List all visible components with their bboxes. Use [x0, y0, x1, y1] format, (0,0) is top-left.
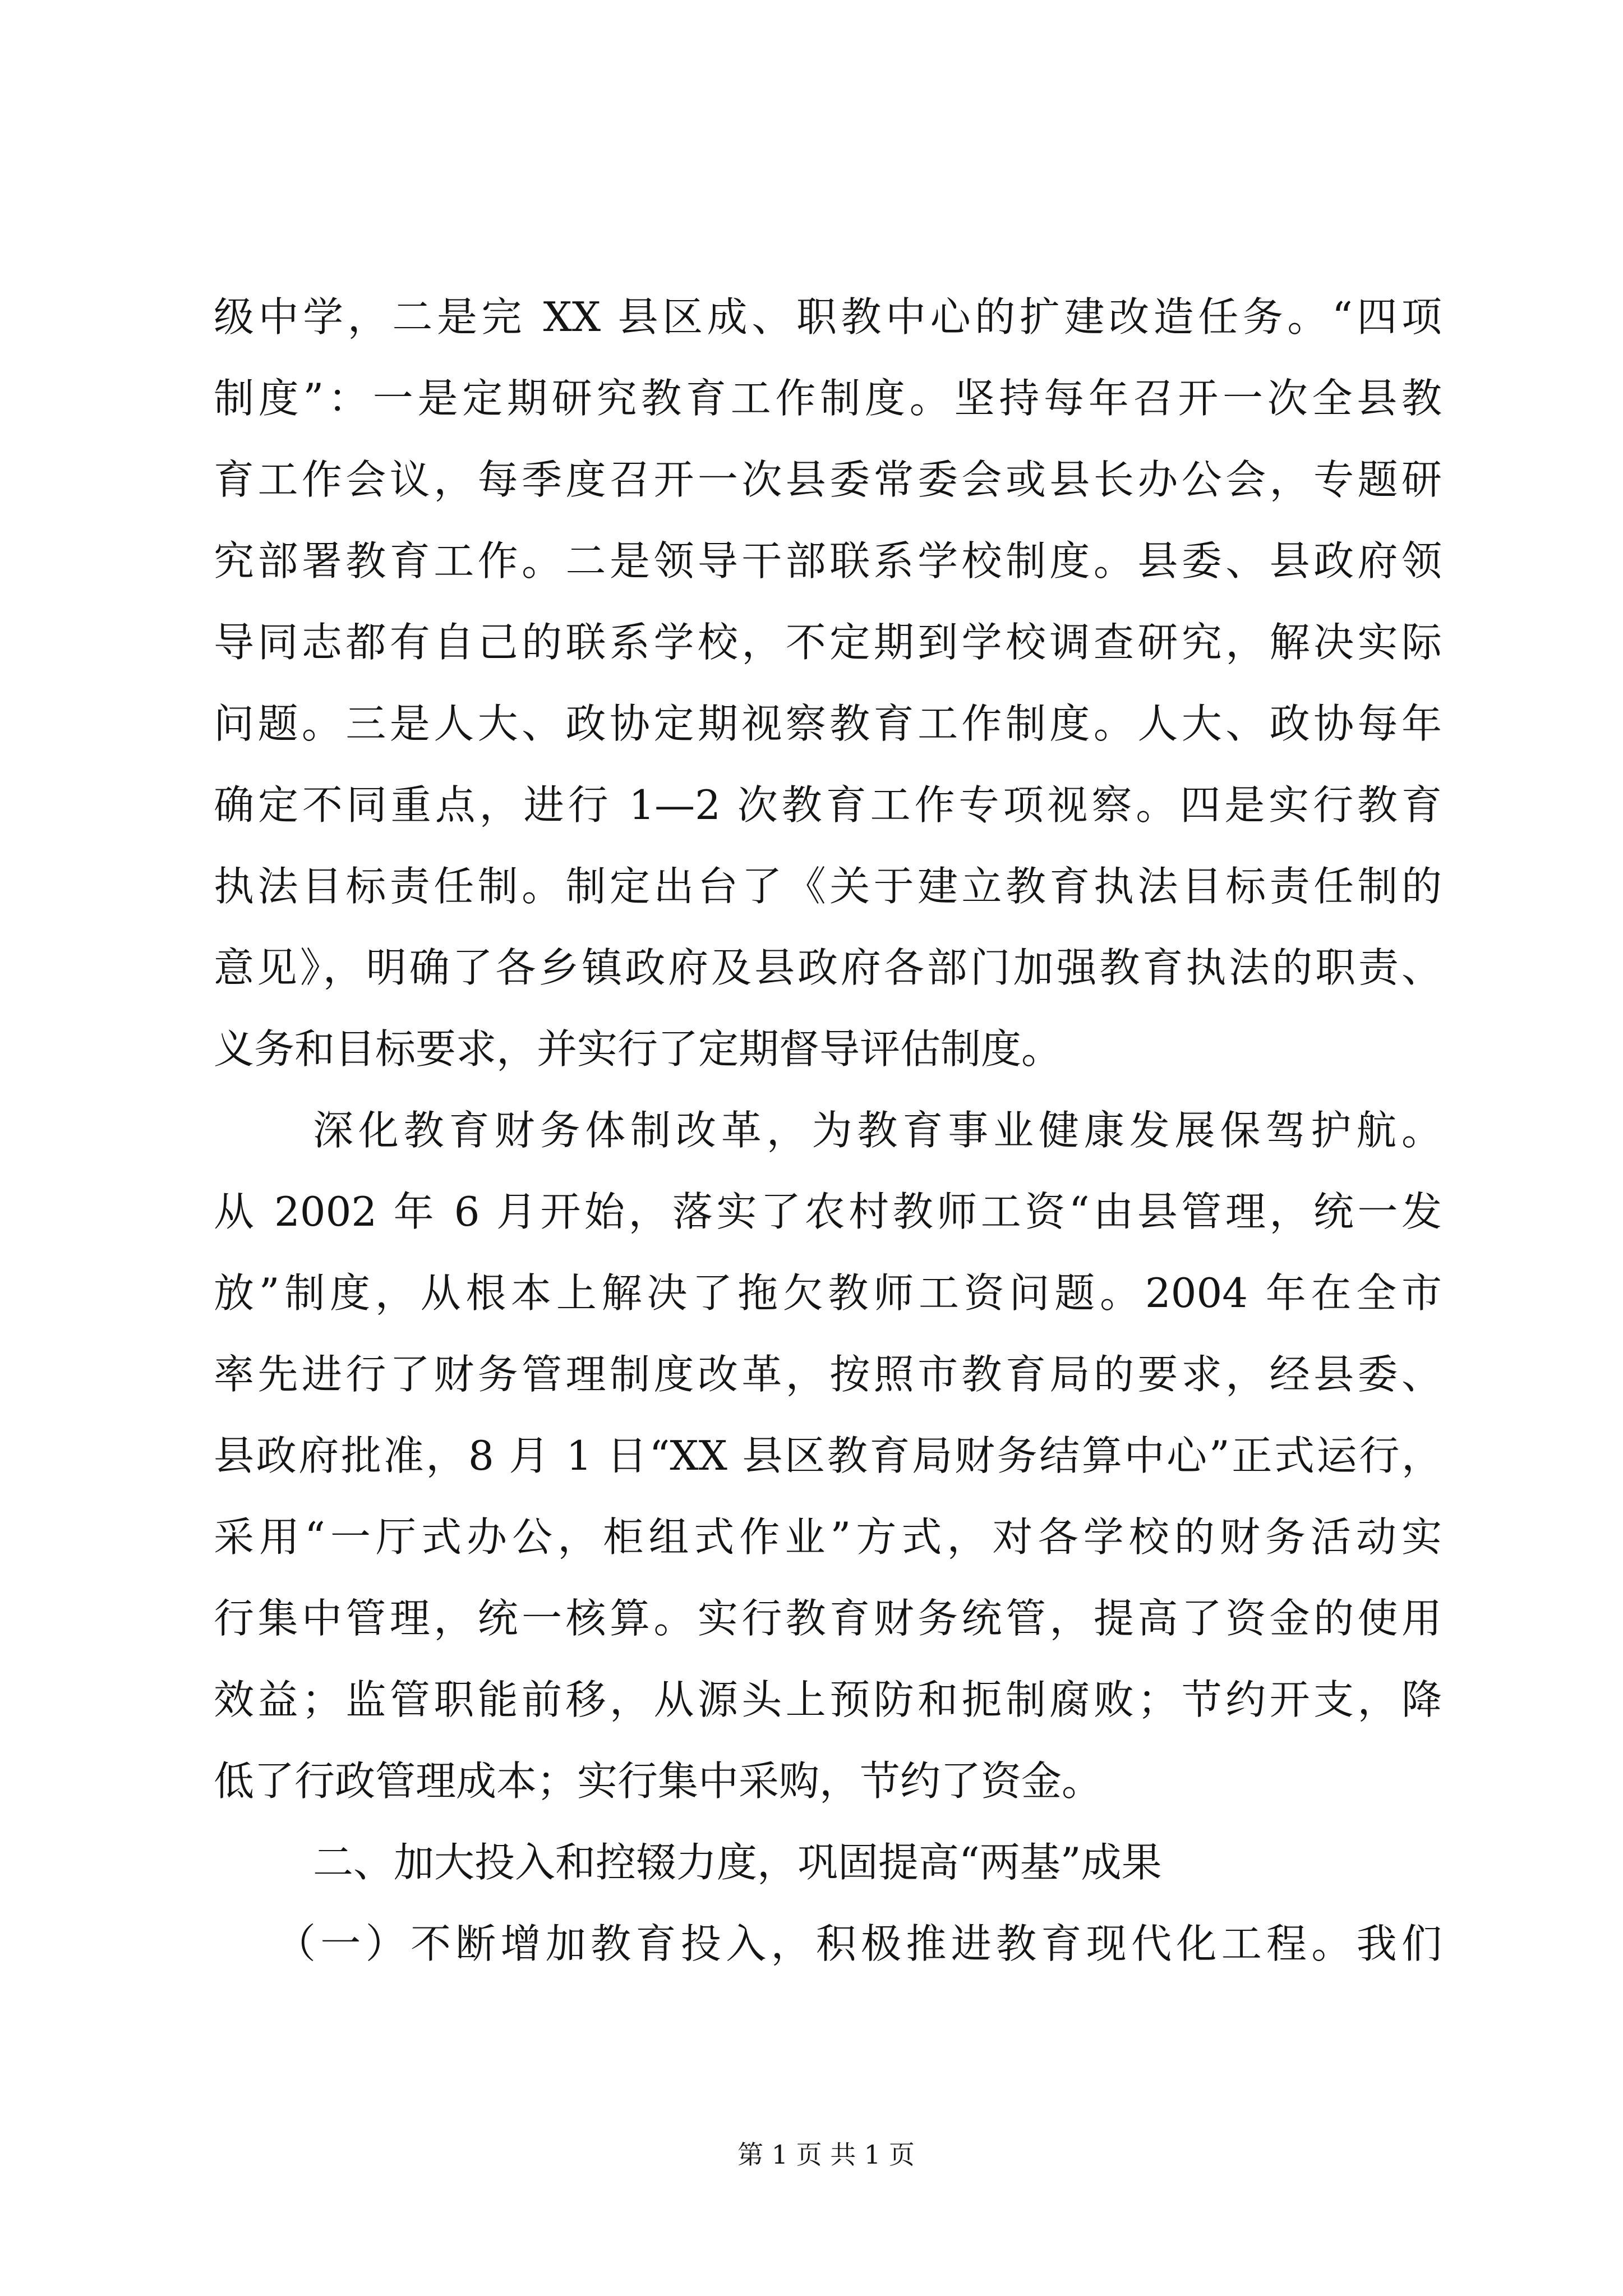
- paragraph-body: [214, 277, 1442, 1090]
- text-line: 导同志都有自己的联系学校，不定期到学校调查研究，解决实际: [214, 619, 1442, 666]
- text-line: 行集中管理，统一核算。实行教育财务统管，提高了资金的使用: [214, 1595, 1442, 1642]
- text-line: 深化教育财务体制改革，为教育事业健康发展保驾护航。: [313, 1107, 1442, 1154]
- text-line: 确定不同重点，进行 1—2 次教育工作专项视察。四是实行教育: [214, 781, 1442, 829]
- section-heading: [214, 1822, 1442, 1903]
- text-line: 制度”：一是定期研究教育工作制度。坚持每年召开一次全县教: [214, 375, 1442, 422]
- document-body: [214, 277, 1442, 1985]
- paragraph-body: [214, 1090, 1442, 1822]
- text-line: 效益；监管职能前移，从源头上预防和扼制腐败；节约开支，降: [214, 1676, 1442, 1723]
- subsection-paragraph: [214, 1903, 1442, 1985]
- text-line: 育工作会议，每季度召开一次县委常委会或县长办公会，专题研: [214, 456, 1442, 503]
- text-line: 从 2002 年 6 月开始，落实了农村教师工资“由县管理，统一发: [214, 1188, 1442, 1235]
- text-line: 问题。三是人大、政协定期视察教育工作制度。人大、政协每年: [214, 700, 1442, 747]
- text-line: （一）不断增加教育投入，积极推进教育现代化工程。我们: [275, 1920, 1442, 1967]
- text-line: 放”制度，从根本上解决了拖欠教师工资问题。2004 年在全市: [214, 1269, 1442, 1317]
- text-line: 采用“一厅式办公，柜组式作业”方式，对各学校的财务活动实: [214, 1513, 1442, 1561]
- text-line: 县政府批准，8 月 1 日“XX 县区教育局财务结算中心”正式运行，: [214, 1432, 1442, 1479]
- text-line: 级中学，二是完 XX 县区成、职教中心的扩建改造任务。“四项: [214, 293, 1442, 341]
- text-line: 低了行政管理成本；实行集中采购，节约了资金。: [214, 1757, 1103, 1805]
- text-line: 意见》，明确了各乡镇政府及县政府各部门加强教育执法的职责、: [214, 944, 1442, 991]
- text-line: 执法目标责任制。制定出台了《关于建立教育执法目标责任制的: [214, 863, 1442, 910]
- page-number-footer: 第 1 页 共 1 页: [737, 2139, 915, 2170]
- text-line: 义务和目标要求，并实行了定期督导评估制度。: [214, 1025, 1062, 1073]
- text-line: 究部署教育工作。二是领导干部联系学校制度。县委、县政府领: [214, 537, 1442, 585]
- text-line: 二、加大投入和控辍力度，巩固提高“两基”成果: [313, 1839, 1162, 1886]
- text-line: 率先进行了财务管理制度改革，按照市教育局的要求，经县委、: [214, 1351, 1442, 1398]
